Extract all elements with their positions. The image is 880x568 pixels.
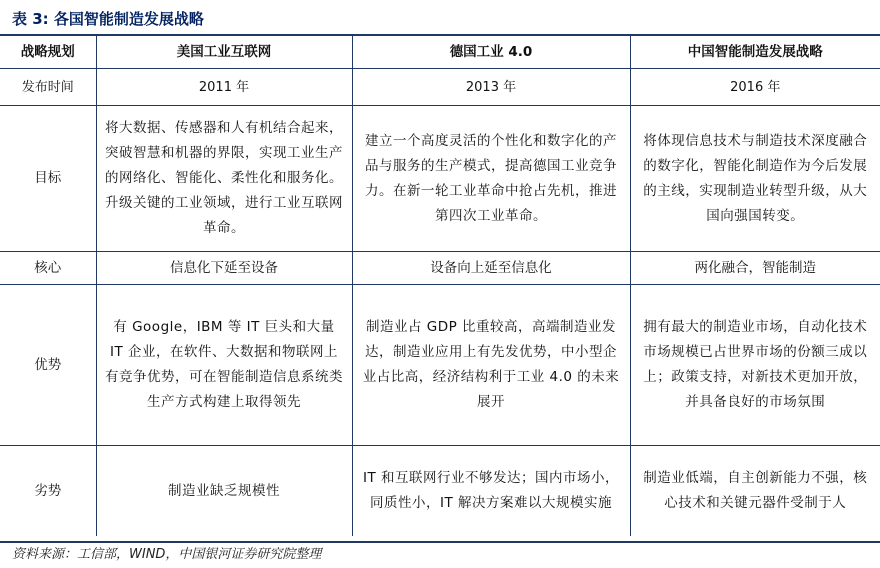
cell-usa-core: 信息化下延至设备: [96, 252, 352, 285]
row-label-goal: 目标: [0, 106, 96, 252]
table-row: [0, 106, 880, 252]
cell-text: 有 Google，IBM 等 IT 巨头和大量 IT 企业，在软件、大数据和物联网上有竞争优势，可在智能制造信息系统类生产方式构建上取得领先: [105, 319, 343, 410]
row-label-disadvantage: 劣势: [0, 446, 96, 537]
row-label-release: 发布时间: [0, 69, 96, 106]
cell-china-core: 两化融合，智能制造: [630, 252, 880, 285]
row-label-advantage: 优势: [0, 285, 96, 446]
cell-germany-core: 设备向上延至信息化: [352, 252, 630, 285]
cell-china-disadvantage: [630, 446, 880, 537]
cell-germany-advantage: [352, 285, 630, 446]
cell-text: 将体现信息技术与制造技术深度融合的数字化，智能化制造作为今后发展的主线，实现制造业转型升级，从大国向强国转变。: [643, 132, 868, 224]
cell-usa-goal: [96, 106, 352, 252]
cell-text: 将大数据、传感器和人有机结合起来，突破智慧和机器的界限，实现工业生产的网络化、智能化、柔性化和服务化。升级关键的工业领域，进行工业互联网革命。: [105, 120, 343, 236]
table-row: [0, 252, 880, 285]
cell-text: 制造业缺乏规模性: [168, 482, 280, 499]
cell-text: 建立一个高度灵活的个性化和数字化的产品与服务的生产模式，提高德国工业竞争力。在新一轮工业革命中抢占先机，推进第四次工业革命。: [365, 132, 617, 224]
strategy-table: [0, 36, 880, 536]
header-cell-usa: 美国工业互联网: [96, 36, 352, 69]
header-cell-plan: 战略规划: [0, 36, 96, 69]
cell-usa-release: 2011 年: [96, 69, 352, 106]
table-title: 表 3: 各国智能制造发展战略: [12, 10, 204, 28]
cell-germany-disadvantage: [352, 446, 630, 537]
header-row: [0, 36, 880, 69]
cell-china-release: 2016 年: [630, 69, 880, 106]
table-row: [0, 285, 880, 446]
cell-text: 制造业占 GDP 比重较高，高端制造业发达，制造业应用上有先发优势，中小型企业占比高，经济结构利于工业 4.0 的未来展开: [362, 319, 620, 410]
header-cell-china: 中国智能制造发展战略: [630, 36, 880, 69]
cell-germany-release: 2013 年: [352, 69, 630, 106]
cell-germany-goal: [352, 106, 630, 252]
table-row: [0, 69, 880, 106]
row-label-core: 核心: [0, 252, 96, 285]
cell-usa-disadvantage: [96, 446, 352, 537]
cell-text: 制造业低端，自主创新能力不强，核心技术和关键元器件受制于人: [643, 470, 868, 511]
table-row: [0, 446, 880, 537]
cell-china-goal: [630, 106, 880, 252]
bottom-rule: [0, 541, 880, 543]
cell-text: 拥有最大的制造业市场，自动化技术市场规模已占世界市场的份额三成以上；政策支持，对新技术更加开放，并具备良好的市场氛围: [643, 319, 868, 410]
cell-usa-advantage: [96, 285, 352, 446]
source-note: 资料来源：工信部，WIND，中国银河证券研究院整理: [12, 547, 322, 562]
header-cell-germany: 德国工业 4.0: [352, 36, 630, 69]
cell-china-advantage: [630, 285, 880, 446]
cell-text: IT 和互联网行业不够发达；国内市场小，同质性小，IT 解决方案难以大规模实施: [362, 470, 620, 511]
